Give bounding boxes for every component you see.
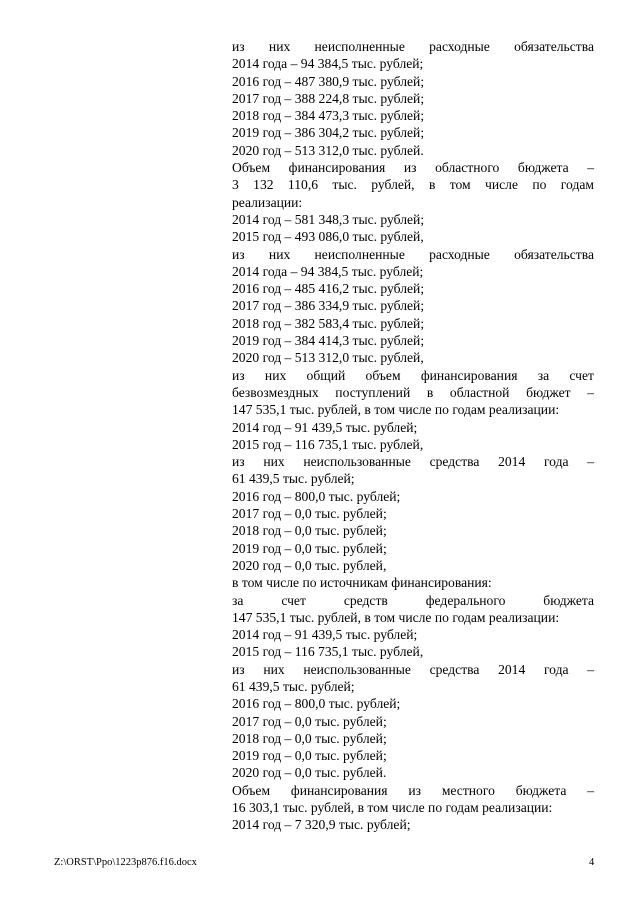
text-line: 2015 год – 116 735,1 тыс. рублей, — [232, 436, 424, 452]
text-line: 16 303,1 тыс. рублей, в том числе по годам реализации: — [232, 800, 553, 816]
text-line: из них общий объем финансирования за счет — [232, 367, 594, 383]
text-line: 2018 год – 0,0 тыс. рублей; — [232, 730, 387, 746]
footer-file-path: Z:\ORST\Ppo\1223p876.f16.docx — [54, 857, 197, 868]
text-line: 2019 год – 0,0 тыс. рублей; — [232, 748, 387, 764]
text-line: 2018 год – 0,0 тыс. рублей; — [232, 523, 387, 539]
text-line: 2016 год – 485 416,2 тыс. рублей; — [232, 281, 425, 297]
text-line: 2020 год – 0,0 тыс. рублей. — [232, 765, 387, 781]
text-line: Объем финансирования из областного бюджета – — [232, 160, 594, 176]
text-line: Объем финансирования из местного бюджета – — [232, 782, 594, 798]
text-line: 2014 год – 91 439,5 тыс. рублей; — [232, 419, 418, 435]
text-line: реализации: — [232, 194, 303, 210]
text-line: 2014 года – 94 384,5 тыс. рублей; — [232, 56, 424, 72]
text-line: 2017 год – 0,0 тыс. рублей; — [232, 506, 387, 522]
text-line: из них неисполненные расходные обязательства — [232, 39, 594, 54]
text-line: 2020 год – 513 312,0 тыс. рублей. — [232, 142, 424, 158]
text-line: 2020 год – 0,0 тыс. рублей, — [232, 557, 387, 573]
text-line: 2017 год – 0,0 тыс. рублей; — [232, 713, 387, 729]
text-line: 2019 год – 384 414,3 тыс. рублей; — [232, 333, 425, 349]
text-line: 2016 год – 487 380,9 тыс. рублей; — [232, 73, 425, 89]
text-line: 2019 год – 386 304,2 тыс. рублей; — [232, 125, 425, 141]
text-line: из них неисполненные расходные обязательства — [232, 246, 594, 262]
text-line: 2015 год – 116 735,1 тыс. рублей, — [232, 644, 424, 660]
text-line: из них неиспользованные средства 2014 года – — [232, 454, 594, 470]
text-line: 2020 год – 513 312,0 тыс. рублей, — [232, 350, 424, 366]
text-line: в том числе по источникам финансирования: — [232, 575, 492, 591]
text-line: 2018 год – 384 473,3 тыс. рублей; — [232, 108, 425, 124]
document-body — [232, 38, 594, 834]
text-line: из них неиспользованные средства 2014 года – — [232, 661, 594, 677]
text-line: 147 535,1 тыс. рублей, в том числе по годам реализации: — [232, 402, 560, 418]
text-line: 2016 год – 800,0 тыс. рублей; — [232, 696, 401, 712]
text-line: 61 439,5 тыс. рублей; — [232, 471, 355, 487]
text-line: 3 132 110,6 тыс. рублей, в том числе по годам — [232, 177, 594, 193]
text-line: 2016 год – 800,0 тыс. рублей; — [232, 488, 401, 504]
text-line: 2018 год – 382 583,4 тыс. рублей; — [232, 315, 425, 331]
text-line: 2014 год – 91 439,5 тыс. рублей; — [232, 627, 418, 643]
text-line: безвозмездных поступлений в областной бюджет – — [232, 384, 594, 400]
text-line: 2014 год – 581 348,3 тыс. рублей; — [232, 211, 425, 227]
text-line: 2019 год – 0,0 тыс. рублей; — [232, 540, 387, 556]
text-line: 2017 год – 388 224,8 тыс. рублей; — [232, 90, 425, 106]
text-line: 2015 год – 493 086,0 тыс. рублей, — [232, 229, 424, 245]
text-line: 2014 год – 7 320,9 тыс. рублей; — [232, 817, 411, 833]
text-line: 2017 год – 386 334,9 тыс. рублей; — [232, 298, 425, 314]
text-line: 147 535,1 тыс. рублей, в том числе по годам реализации: — [232, 609, 560, 625]
text-line: за счет средств федерального бюджета — [232, 592, 594, 608]
text-line: 61 439,5 тыс. рублей; — [232, 678, 355, 694]
page-number: 4 — [589, 857, 595, 868]
text-line: 2014 года – 94 384,5 тыс. рублей; — [232, 263, 424, 279]
